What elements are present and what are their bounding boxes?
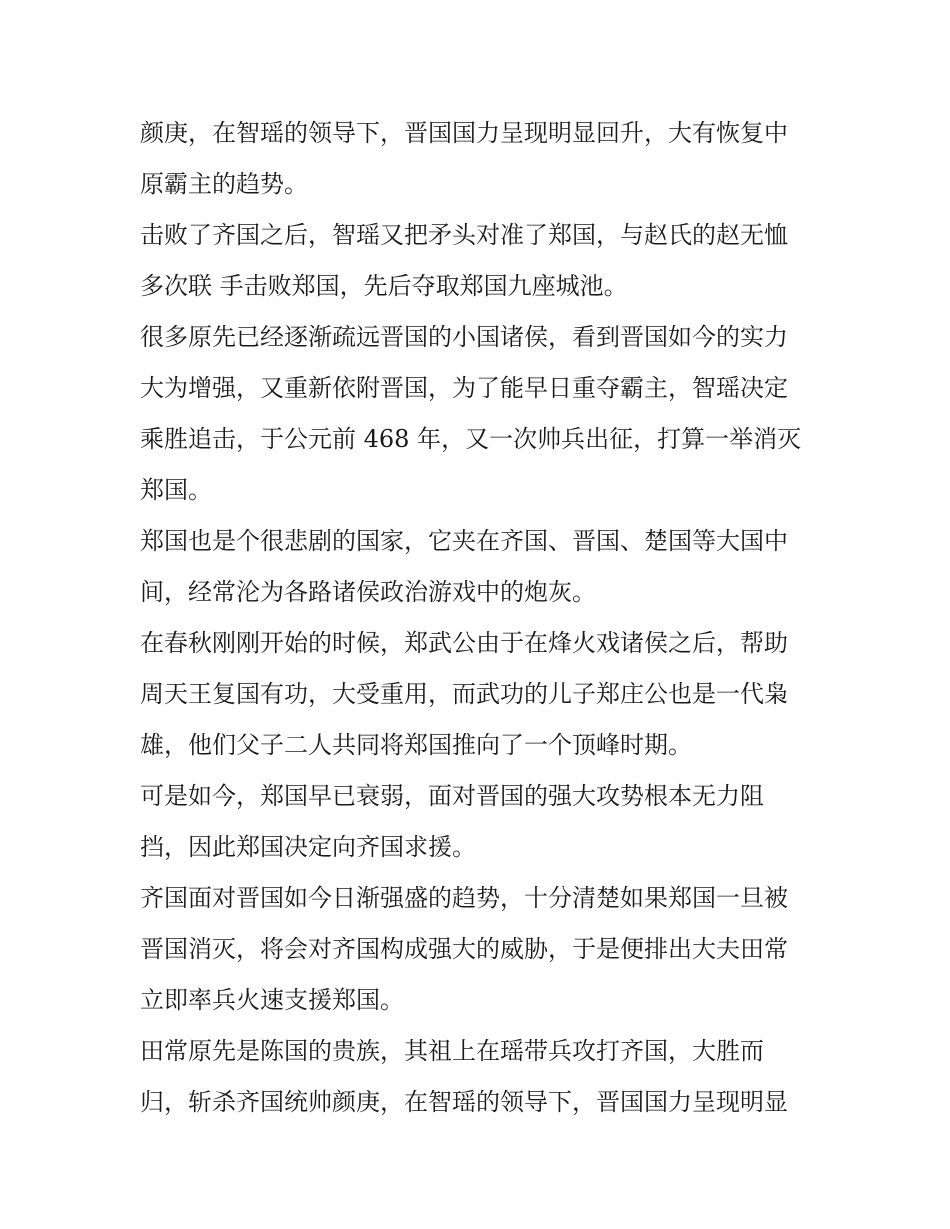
text-line: 大为增强，又重新依附晋国，为了能早日重夺霸主，智瑶决定 <box>140 374 788 402</box>
paragraph <box>140 873 820 1026</box>
text-line: 立即率兵火速支援郑国。 <box>140 986 404 1014</box>
paragraph <box>140 771 820 873</box>
text-line: 郑国也是个很悲剧的国家，它夹在齐国、晋国、楚国等大国中 <box>140 527 788 555</box>
text-line: 击败了齐国之后，智瑶又把矛头对准了郑国，与赵氏的赵无恤 <box>140 221 788 249</box>
text-line: 齐国面对晋国如今日渐强盛的趋势，十分清楚如果郑国一旦被 <box>140 884 788 912</box>
text-line: 归，斩杀齐国统帅颜庚，在智瑶的领导下，晋国国力呈现明显 <box>140 1088 788 1116</box>
paragraph <box>140 618 820 771</box>
paragraph <box>140 210 820 312</box>
paragraph <box>140 1026 820 1128</box>
text-line: 郑国。 <box>140 476 212 504</box>
text-line: 在春秋刚刚开始的时候，郑武公由于在烽火戏诸侯之后，帮助 <box>140 629 788 657</box>
text-line: 很多原先已经逐渐疏远晋国的小国诸侯，看到晋国如今的实力 <box>140 323 788 351</box>
text-line: 晋国消灭，将会对齐国构成强大的威胁，于是便排出大夫田常 <box>140 935 788 963</box>
paragraph <box>140 108 820 210</box>
text-line: 多次联 手击败郑国，先后夺取郑国九座城池。 <box>140 272 628 300</box>
text-line: 挡，因此郑国决定向齐国求援。 <box>140 833 476 861</box>
text-line: 可是如今，郑国早已衰弱，面对晋国的强大攻势根本无力阻 <box>140 782 764 810</box>
paragraph <box>140 516 820 618</box>
document-body <box>140 108 820 1128</box>
text-line: 颜庚，在智瑶的领导下，晋国国力呈现明显回升，大有恢复中 <box>140 119 788 147</box>
text-line: 雄，他们父子二人共同将郑国推向了一个顶峰时期。 <box>140 731 692 759</box>
text-line: 周天王复国有功，大受重用，而武功的儿子郑庄公也是一代枭 <box>140 680 788 708</box>
paragraph <box>140 312 820 516</box>
text-line: 乘胜追击，于公元前 468 年，又一次帅兵出征，打算一举消灭 <box>140 425 802 453</box>
text-line: 田常原先是陈国的贵族，其祖上在瑶带兵攻打齐国，大胜而 <box>140 1037 764 1065</box>
text-line: 间，经常沦为各路诸侯政治游戏中的炮灰。 <box>140 578 596 606</box>
text-line: 原霸主的趋势。 <box>140 170 308 198</box>
